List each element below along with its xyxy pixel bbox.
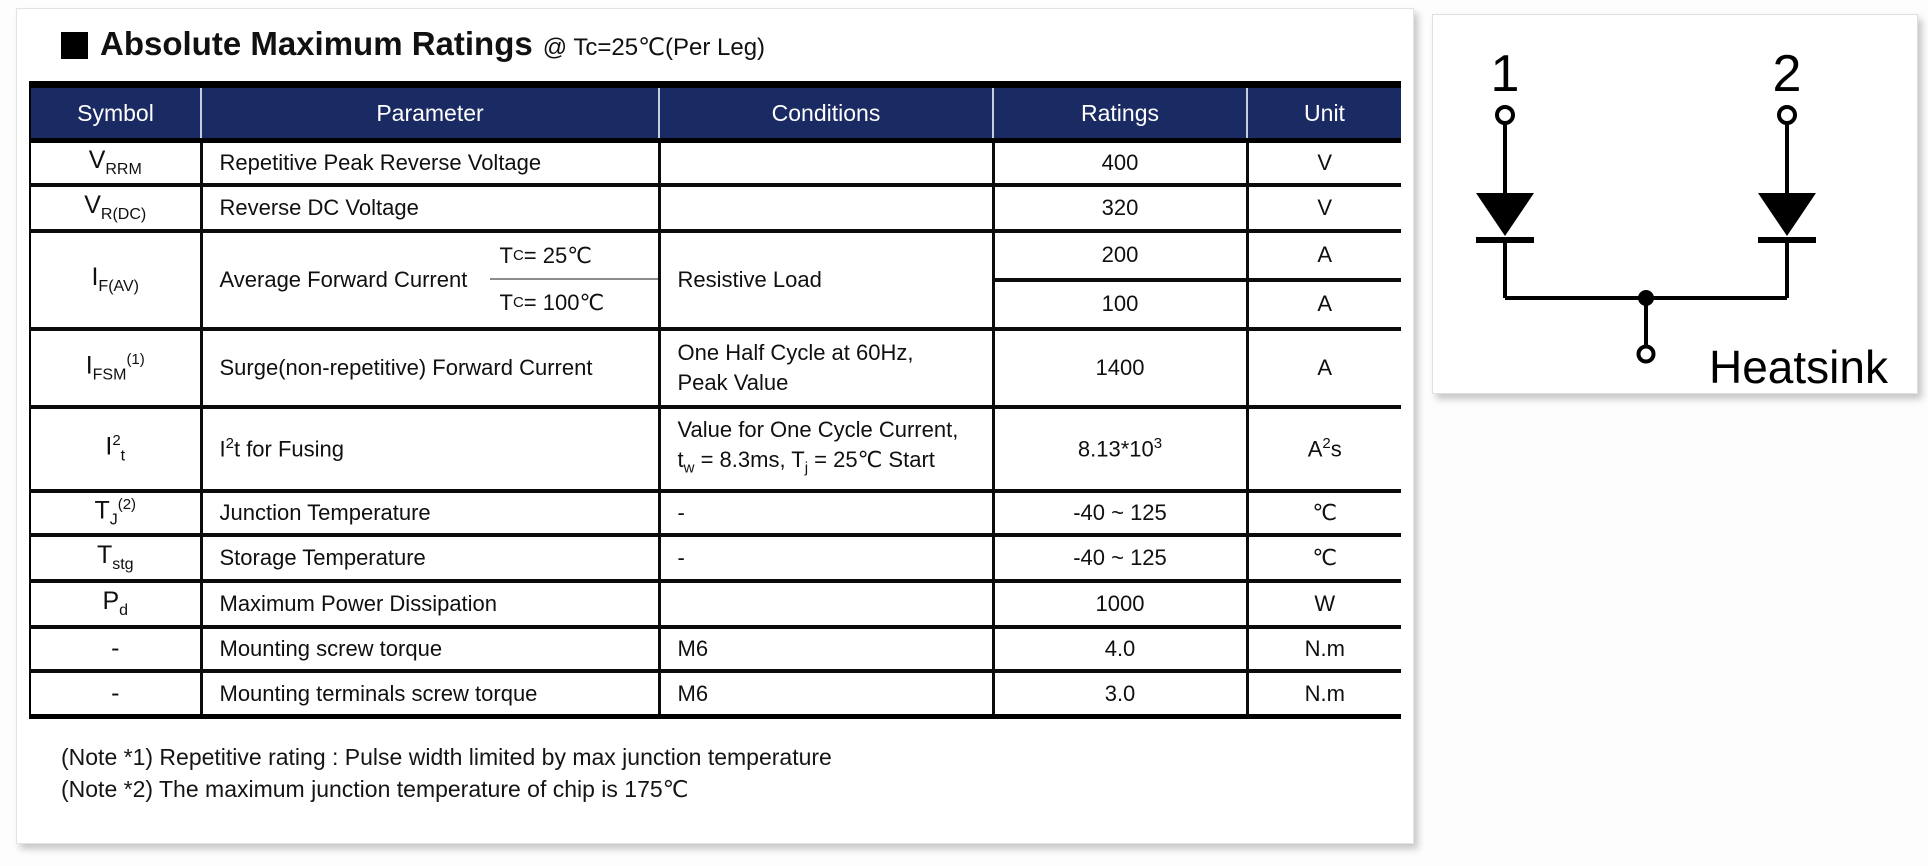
symbol-cell: $I_{F(AV)}$ <box>30 231 201 329</box>
rating-cell: 1000 <box>993 581 1247 627</box>
table-row <box>30 329 1401 407</box>
table-row <box>30 581 1401 627</box>
absolute-maximum-ratings-table <box>29 81 1401 719</box>
parameter-subconditions <box>490 234 658 326</box>
unit-cell: N.m <box>1247 671 1401 717</box>
symbol-cell: $P_d$ <box>30 581 201 627</box>
section-title: Absolute Maximum Ratings <box>100 25 533 62</box>
conditions-cell: M6 <box>659 671 993 717</box>
parameter-cell: Mounting terminals screw torque <box>201 671 659 717</box>
section-title-row <box>61 25 1413 63</box>
symbol-cell: $T_J^{(2)}$ <box>30 491 201 535</box>
unit-cell: V <box>1247 185 1401 231</box>
column-header-parameter: Parameter <box>201 85 659 141</box>
diode-1-icon <box>1476 193 1534 240</box>
unit-cell: $A^2s$ <box>1247 407 1401 491</box>
rating-cell: 1400 <box>993 329 1247 407</box>
parameter-label: Average Forward Current <box>219 266 468 292</box>
parameter-cell: Reverse DC Voltage <box>201 185 659 231</box>
symbol-cell: - <box>30 671 201 717</box>
conditions-cell: - <box>659 535 993 581</box>
table-header-row <box>30 85 1401 141</box>
heatsink-label: Heatsink <box>1709 341 1888 393</box>
rating-cell: 100 <box>993 280 1247 329</box>
ratings-panel <box>16 8 1414 844</box>
column-header-conditions: Conditions <box>659 85 993 141</box>
parameter-cell: Mounting screw torque <box>201 627 659 671</box>
dual-diode-schematic <box>1433 15 1917 393</box>
footnote-2: (Note *2) The maximum junction temperature of chip is 175℃ <box>61 776 689 803</box>
symbol-cell: $T_{stg}$ <box>30 535 201 581</box>
table-row <box>30 141 1401 185</box>
conditions-cell: - <box>659 491 993 535</box>
unit-cell: ℃ <box>1247 535 1401 581</box>
rating-cell: 320 <box>993 185 1247 231</box>
pin-1-terminal-icon <box>1497 107 1513 123</box>
footnotes <box>61 741 1413 805</box>
rating-cell: 3.0 <box>993 671 1247 717</box>
symbol-cell: $V_{R(DC)}$ <box>30 185 201 231</box>
footnote-1: (Note *1) Repetitive rating : Pulse width limited by max junction temperature <box>61 744 832 771</box>
parameter-cell <box>201 231 659 329</box>
circuit-diagram-panel <box>1432 14 1918 394</box>
parameter-cell: $I^2t$ for Fusing <box>201 407 659 491</box>
conditions-cell <box>659 581 993 627</box>
unit-cell: V <box>1247 141 1401 185</box>
heatsink-terminal-icon <box>1639 347 1654 362</box>
subcondition-tc25: T C = 25℃ <box>490 234 658 280</box>
table-row <box>30 185 1401 231</box>
conditions-cell: One Half Cycle at 60Hz, Peak Value <box>659 329 993 407</box>
section-marker-icon <box>61 32 88 59</box>
table-row <box>30 671 1401 717</box>
unit-cell: A <box>1247 280 1401 329</box>
rating-cell: -40 ~ 125 <box>993 535 1247 581</box>
column-header-symbol: Symbol <box>30 85 201 141</box>
rating-cell: 200 <box>993 231 1247 280</box>
unit-cell: N.m <box>1247 627 1401 671</box>
rating-cell: $8.13*10^3$ <box>993 407 1247 491</box>
rating-cell: 4.0 <box>993 627 1247 671</box>
table-row <box>30 491 1401 535</box>
unit-cell: A <box>1247 231 1401 280</box>
table-row <box>30 535 1401 581</box>
diode-2-icon <box>1758 193 1816 240</box>
unit-cell: A <box>1247 329 1401 407</box>
column-header-unit: Unit <box>1247 85 1401 141</box>
parameter-cell: Storage Temperature <box>201 535 659 581</box>
pin-2-label: 2 <box>1772 45 1802 103</box>
rating-cell: 400 <box>993 141 1247 185</box>
section-title-conditions: @ Tc=25℃(Per Leg) <box>542 33 766 61</box>
symbol-cell: $I^2_t$ <box>30 407 201 491</box>
symbol-cell: - <box>30 627 201 671</box>
subcondition-tc100: T C = 100℃ <box>499 289 605 315</box>
pin-2-terminal-icon <box>1779 107 1795 123</box>
table-row <box>30 407 1401 491</box>
conditions-cell: M6 <box>659 627 993 671</box>
table-row <box>30 627 1401 671</box>
unit-cell: W <box>1247 581 1401 627</box>
conditions-cell <box>659 185 993 231</box>
rating-cell: -40 ~ 125 <box>993 491 1247 535</box>
conditions-cell: Value for One Cycle Current, $t_w = 8.3ms$, $T_j$ = 25℃ Start <box>659 407 993 491</box>
parameter-cell: Maximum Power Dissipation <box>201 581 659 627</box>
conditions-cell <box>659 141 993 185</box>
pin-1-label: 1 <box>1490 45 1520 103</box>
unit-cell: ℃ <box>1247 491 1401 535</box>
table-row <box>30 231 1401 280</box>
parameter-cell: Repetitive Peak Reverse Voltage <box>201 141 659 185</box>
symbol-cell: $I_{FSM}^{(1)}$ <box>30 329 201 407</box>
parameter-cell: Surge(non-repetitive) Forward Current <box>201 329 659 407</box>
column-header-ratings: Ratings <box>993 85 1247 141</box>
conditions-cell: Resistive Load <box>659 231 993 329</box>
parameter-cell: Junction Temperature <box>201 491 659 535</box>
symbol-cell: $V_{RRM}$ <box>30 141 201 185</box>
